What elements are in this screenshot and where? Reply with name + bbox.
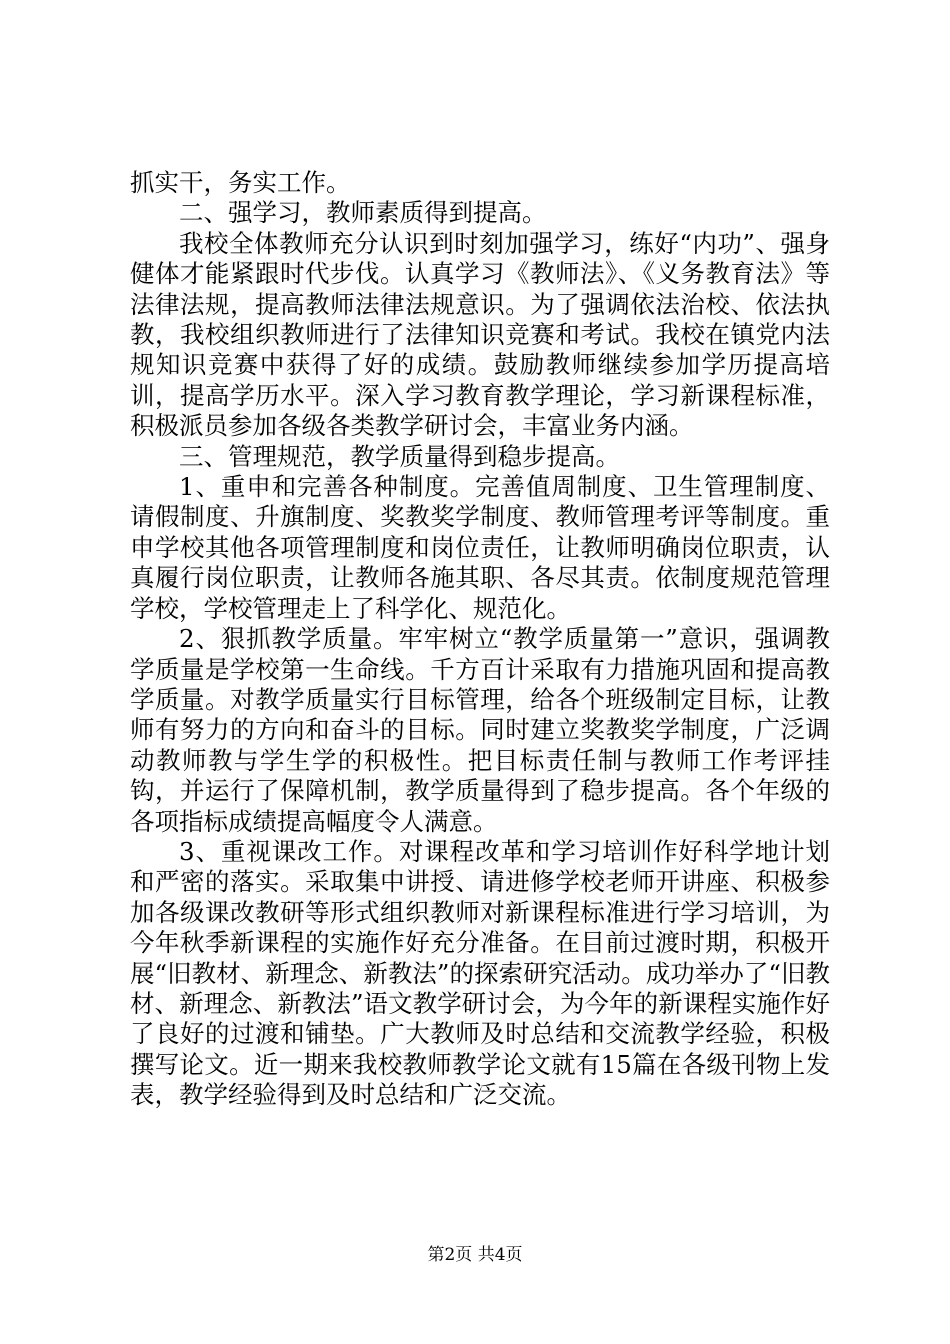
- paragraph-study: 我校全体教师充分认识到时刻加强学习，练好“内功”、强身健体才能紧跟时代步伐。认真学习《教师法》、《义务教育法》等法律法规，提高教师法律法规意识。为了强调依法治校、依法执教，我校组织教师进行了法律知识竞赛和考试。我校在镇党内法规知识竞赛中获得了好的成绩。鼓励教师继续参加学历提高培训，提高学历水平。深入学习教育教学理论，学习新课程标准，积极派员参加各级各类教学研讨会，丰富业务内涵。: [130, 228, 830, 441]
- paragraph-quality: 2、狠抓教学质量。牢牢树立“教学质量第一”意识，强调教学质量是学校第一生命线。千方百计采取有力措施巩固和提高教学质量。对教学质量实行目标管理，给各个班级制定目标，让教师有努力的方向和奋斗的目标。同时建立奖教奖学制度，广泛调动教师教与学生学的积极性。把目标责任制与教师工作考评挂钩，并运行了保障机制，教学质量得到了稳步提高。各个年级的各项指标成绩提高幅度令人满意。: [130, 624, 830, 836]
- paragraph-curriculum-reform: 3、重视课改工作。对课程改革和学习培训作好科学地计划和严密的落实。采取集中讲授、请进修学校老师开讲座、积极参加各级课改教研等形式组织教师对新课程标准进行学习培训，为今年秋季新课程的实施作好充分准备。在目前过渡时期，积极开展“旧教材、新理念、新教法”的探索研究活动。成功举办了“旧教材、新理念、新教法”语文教学研讨会，为今年的新课程实施作好了良好的过渡和铺垫。广大教师及时总结和交流教学经验，积极撰写论文。近一期来我校教师教学论文就有15篇在各级刊物上发表，教学经验得到及时总结和广泛交流。: [130, 836, 830, 1110]
- page-number: 第2页 共4页: [427, 1245, 523, 1265]
- document-body: [130, 168, 830, 1111]
- section-heading-study: 二、强学习，教师素质得到提高。: [179, 198, 547, 228]
- paragraph-continuation: 抓实干，务实工作。: [130, 168, 351, 197]
- paragraph-rules: 1、重申和完善各种制度。完善值周制度、卫生管理制度、请假制度、升旗制度、奖教奖学制度、教师管理考评等制度。重申学校其他各项管理制度和岗位责任，让教师明确岗位职责，认真履行岗位职责，让教师各施其职、各尽其责。依制度规范管理学校，学校管理走上了科学化、规范化。: [130, 472, 830, 623]
- page-footer: [0, 1245, 950, 1265]
- section-heading-management: 三、管理规范，教学质量得到稳步提高。: [179, 441, 620, 471]
